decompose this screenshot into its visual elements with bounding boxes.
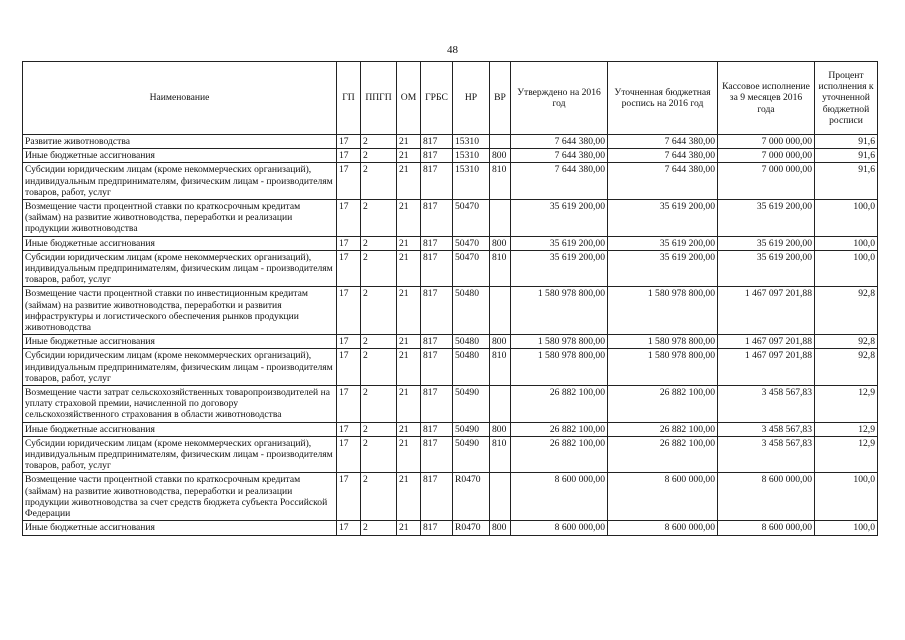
table-row <box>23 200 878 237</box>
cell-om: 21 <box>397 236 421 250</box>
cell-np: R0470 <box>453 521 490 535</box>
cell-name: Возмещение части процентной ставки по инвестиционным кредитам (займам) на развитие животноводства, переработки и развития инфраструктуры и логистического обеспечения рынков продукции животноводства <box>23 287 337 335</box>
cell-vr <box>490 386 511 423</box>
header-approved: Утверждено на 2016 год <box>511 62 608 135</box>
cell-vr: 800 <box>490 149 511 163</box>
cell-cash: 3 458 567,83 <box>718 436 815 473</box>
cell-gp: 17 <box>337 287 361 335</box>
cell-cash: 7 000 000,00 <box>718 149 815 163</box>
table-row <box>23 135 878 149</box>
cell-om: 21 <box>397 349 421 386</box>
cell-om: 21 <box>397 135 421 149</box>
cell-approved: 1 580 978 800,00 <box>511 335 608 349</box>
cell-refined: 1 580 978 800,00 <box>608 287 718 335</box>
cell-approved: 8 600 000,00 <box>511 473 608 521</box>
cell-om: 21 <box>397 473 421 521</box>
cell-vr: 800 <box>490 236 511 250</box>
header-refined: Уточненная бюджетная роспись на 2016 год <box>608 62 718 135</box>
cell-name: Субсидии юридическим лицам (кроме некоммерческих организаций), индивидуальным предпринимателям, физическим лицам - производителям товаров, работ, услуг <box>23 436 337 473</box>
cell-percent: 100,0 <box>815 236 878 250</box>
table-row <box>23 335 878 349</box>
table-row <box>23 422 878 436</box>
cell-np: 50470 <box>453 250 490 287</box>
cell-approved: 35 619 200,00 <box>511 250 608 287</box>
cell-percent: 92,8 <box>815 349 878 386</box>
cell-np: 50480 <box>453 349 490 386</box>
cell-om: 21 <box>397 422 421 436</box>
cell-grbs: 817 <box>421 163 453 200</box>
cell-approved: 8 600 000,00 <box>511 521 608 535</box>
cell-approved: 26 882 100,00 <box>511 436 608 473</box>
cell-approved: 26 882 100,00 <box>511 386 608 423</box>
cell-vr: 810 <box>490 349 511 386</box>
cell-refined: 1 580 978 800,00 <box>608 335 718 349</box>
header-cash: Кассовое исполнение за 9 месяцев 2016 года <box>718 62 815 135</box>
cell-grbs: 817 <box>421 135 453 149</box>
table-row <box>23 250 878 287</box>
cell-name: Субсидии юридическим лицам (кроме некоммерческих организаций), индивидуальным предпринимателям, физическим лицам - производителям товаров, работ, услуг <box>23 250 337 287</box>
cell-name: Возмещение части процентной ставки по краткосрочным кредитам (займам) на развитие животноводства, переработки и реализации продукции животноводства за счет средств бюджета субъекта Российской Федерации <box>23 473 337 521</box>
cell-np: 50490 <box>453 436 490 473</box>
cell-name: Возмещение части процентной ставки по краткосрочным кредитам (займам) на развитие животноводства, переработки и реализации продукции животноводства <box>23 200 337 237</box>
cell-om: 21 <box>397 200 421 237</box>
cell-percent: 91,6 <box>815 149 878 163</box>
cell-ppgp: 2 <box>361 335 397 349</box>
cell-vr: 810 <box>490 436 511 473</box>
cell-cash: 7 000 000,00 <box>718 135 815 149</box>
cell-name: Развитие животноводства <box>23 135 337 149</box>
cell-approved: 1 580 978 800,00 <box>511 349 608 386</box>
cell-ppgp: 2 <box>361 436 397 473</box>
cell-percent: 12,9 <box>815 386 878 423</box>
cell-percent: 91,6 <box>815 163 878 200</box>
cell-name: Иные бюджетные ассигнования <box>23 422 337 436</box>
cell-percent: 100,0 <box>815 521 878 535</box>
table-row <box>23 349 878 386</box>
cell-np: 50490 <box>453 422 490 436</box>
cell-cash: 1 467 097 201,88 <box>718 349 815 386</box>
cell-ppgp: 2 <box>361 250 397 287</box>
cell-np: 50470 <box>453 236 490 250</box>
cell-name: Возмещение части затрат сельскохозяйственных товаропроизводителей на уплату страховой премии, начисленной по договору сельскохозяйственного страхования в области животноводства <box>23 386 337 423</box>
cell-om: 21 <box>397 250 421 287</box>
cell-ppgp: 2 <box>361 236 397 250</box>
cell-gp: 17 <box>337 149 361 163</box>
cell-grbs: 817 <box>421 436 453 473</box>
header-name: Наименование <box>23 62 337 135</box>
cell-np: 50480 <box>453 287 490 335</box>
cell-grbs: 817 <box>421 349 453 386</box>
cell-vr: 810 <box>490 250 511 287</box>
cell-cash: 35 619 200,00 <box>718 200 815 237</box>
cell-cash: 1 467 097 201,88 <box>718 287 815 335</box>
cell-om: 21 <box>397 436 421 473</box>
table-body <box>23 135 878 536</box>
cell-np: 15310 <box>453 149 490 163</box>
cell-refined: 35 619 200,00 <box>608 250 718 287</box>
cell-name: Иные бюджетные ассигнования <box>23 335 337 349</box>
cell-gp: 17 <box>337 250 361 287</box>
cell-refined: 7 644 380,00 <box>608 149 718 163</box>
cell-name: Иные бюджетные ассигнования <box>23 236 337 250</box>
cell-om: 21 <box>397 386 421 423</box>
cell-refined: 7 644 380,00 <box>608 163 718 200</box>
cell-np: 50490 <box>453 386 490 423</box>
header-gp: ГП <box>337 62 361 135</box>
header-ppgp: ППГП <box>361 62 397 135</box>
cell-percent: 100,0 <box>815 200 878 237</box>
cell-refined: 35 619 200,00 <box>608 236 718 250</box>
cell-approved: 7 644 380,00 <box>511 135 608 149</box>
cell-approved: 35 619 200,00 <box>511 200 608 237</box>
cell-cash: 8 600 000,00 <box>718 473 815 521</box>
cell-grbs: 817 <box>421 149 453 163</box>
cell-om: 21 <box>397 287 421 335</box>
cell-ppgp: 2 <box>361 135 397 149</box>
table-row <box>23 163 878 200</box>
table-row <box>23 521 878 535</box>
cell-gp: 17 <box>337 521 361 535</box>
cell-name: Иные бюджетные ассигнования <box>23 521 337 535</box>
cell-gp: 17 <box>337 349 361 386</box>
cell-gp: 17 <box>337 135 361 149</box>
cell-approved: 7 644 380,00 <box>511 163 608 200</box>
cell-gp: 17 <box>337 236 361 250</box>
cell-grbs: 817 <box>421 236 453 250</box>
header-vr: ВР <box>490 62 511 135</box>
cell-approved: 1 580 978 800,00 <box>511 287 608 335</box>
table-row <box>23 386 878 423</box>
cell-vr <box>490 287 511 335</box>
cell-gp: 17 <box>337 200 361 237</box>
cell-vr: 800 <box>490 521 511 535</box>
cell-percent: 91,6 <box>815 135 878 149</box>
cell-gp: 17 <box>337 386 361 423</box>
cell-name: Субсидии юридическим лицам (кроме некоммерческих организаций), индивидуальным предпринимателям, физическим лицам - производителям товаров, работ, услуг <box>23 163 337 200</box>
cell-vr <box>490 473 511 521</box>
cell-refined: 7 644 380,00 <box>608 135 718 149</box>
cell-grbs: 817 <box>421 200 453 237</box>
cell-cash: 1 467 097 201,88 <box>718 335 815 349</box>
page-number: 48 <box>447 44 458 56</box>
cell-cash: 3 458 567,83 <box>718 422 815 436</box>
cell-np: 50480 <box>453 335 490 349</box>
header-np: НР <box>453 62 490 135</box>
cell-ppgp: 2 <box>361 200 397 237</box>
cell-grbs: 817 <box>421 250 453 287</box>
cell-refined: 26 882 100,00 <box>608 422 718 436</box>
cell-approved: 35 619 200,00 <box>511 236 608 250</box>
cell-cash: 7 000 000,00 <box>718 163 815 200</box>
cell-om: 21 <box>397 163 421 200</box>
cell-om: 21 <box>397 335 421 349</box>
cell-percent: 12,9 <box>815 436 878 473</box>
cell-gp: 17 <box>337 422 361 436</box>
budget-table <box>22 61 878 536</box>
cell-gp: 17 <box>337 436 361 473</box>
header-grbs: ГРБС <box>421 62 453 135</box>
cell-ppgp: 2 <box>361 149 397 163</box>
cell-vr: 800 <box>490 335 511 349</box>
cell-percent: 100,0 <box>815 250 878 287</box>
cell-percent: 12,9 <box>815 422 878 436</box>
table-row <box>23 149 878 163</box>
cell-refined: 26 882 100,00 <box>608 386 718 423</box>
cell-np: R0470 <box>453 473 490 521</box>
cell-grbs: 817 <box>421 335 453 349</box>
cell-approved: 26 882 100,00 <box>511 422 608 436</box>
cell-cash: 3 458 567,83 <box>718 386 815 423</box>
cell-grbs: 817 <box>421 287 453 335</box>
cell-cash: 8 600 000,00 <box>718 521 815 535</box>
cell-ppgp: 2 <box>361 473 397 521</box>
cell-np: 15310 <box>453 163 490 200</box>
cell-np: 15310 <box>453 135 490 149</box>
cell-grbs: 817 <box>421 521 453 535</box>
cell-gp: 17 <box>337 335 361 349</box>
cell-np: 50470 <box>453 200 490 237</box>
table-row <box>23 436 878 473</box>
cell-ppgp: 2 <box>361 287 397 335</box>
cell-cash: 35 619 200,00 <box>718 236 815 250</box>
cell-percent: 92,8 <box>815 287 878 335</box>
cell-gp: 17 <box>337 163 361 200</box>
cell-gp: 17 <box>337 473 361 521</box>
cell-vr: 810 <box>490 163 511 200</box>
cell-vr <box>490 135 511 149</box>
cell-name: Иные бюджетные ассигнования <box>23 149 337 163</box>
cell-approved: 7 644 380,00 <box>511 149 608 163</box>
cell-ppgp: 2 <box>361 349 397 386</box>
cell-percent: 100,0 <box>815 473 878 521</box>
cell-grbs: 817 <box>421 422 453 436</box>
cell-refined: 8 600 000,00 <box>608 473 718 521</box>
cell-cash: 35 619 200,00 <box>718 250 815 287</box>
table-row <box>23 473 878 521</box>
cell-refined: 35 619 200,00 <box>608 200 718 237</box>
cell-ppgp: 2 <box>361 422 397 436</box>
cell-name: Субсидии юридическим лицам (кроме некоммерческих организаций), индивидуальным предпринимателям, физическим лицам - производителям товаров, работ, услуг <box>23 349 337 386</box>
cell-refined: 8 600 000,00 <box>608 521 718 535</box>
table-row <box>23 236 878 250</box>
header-percent: Процент исполнения к уточненной бюджетной росписи <box>815 62 878 135</box>
header-om: ОМ <box>397 62 421 135</box>
cell-refined: 26 882 100,00 <box>608 436 718 473</box>
cell-ppgp: 2 <box>361 521 397 535</box>
cell-grbs: 817 <box>421 473 453 521</box>
cell-om: 21 <box>397 149 421 163</box>
cell-vr: 800 <box>490 422 511 436</box>
cell-vr <box>490 200 511 237</box>
cell-grbs: 817 <box>421 386 453 423</box>
cell-om: 21 <box>397 521 421 535</box>
cell-ppgp: 2 <box>361 386 397 423</box>
cell-refined: 1 580 978 800,00 <box>608 349 718 386</box>
header-row <box>23 62 878 135</box>
cell-percent: 92,8 <box>815 335 878 349</box>
cell-ppgp: 2 <box>361 163 397 200</box>
table-row <box>23 287 878 335</box>
